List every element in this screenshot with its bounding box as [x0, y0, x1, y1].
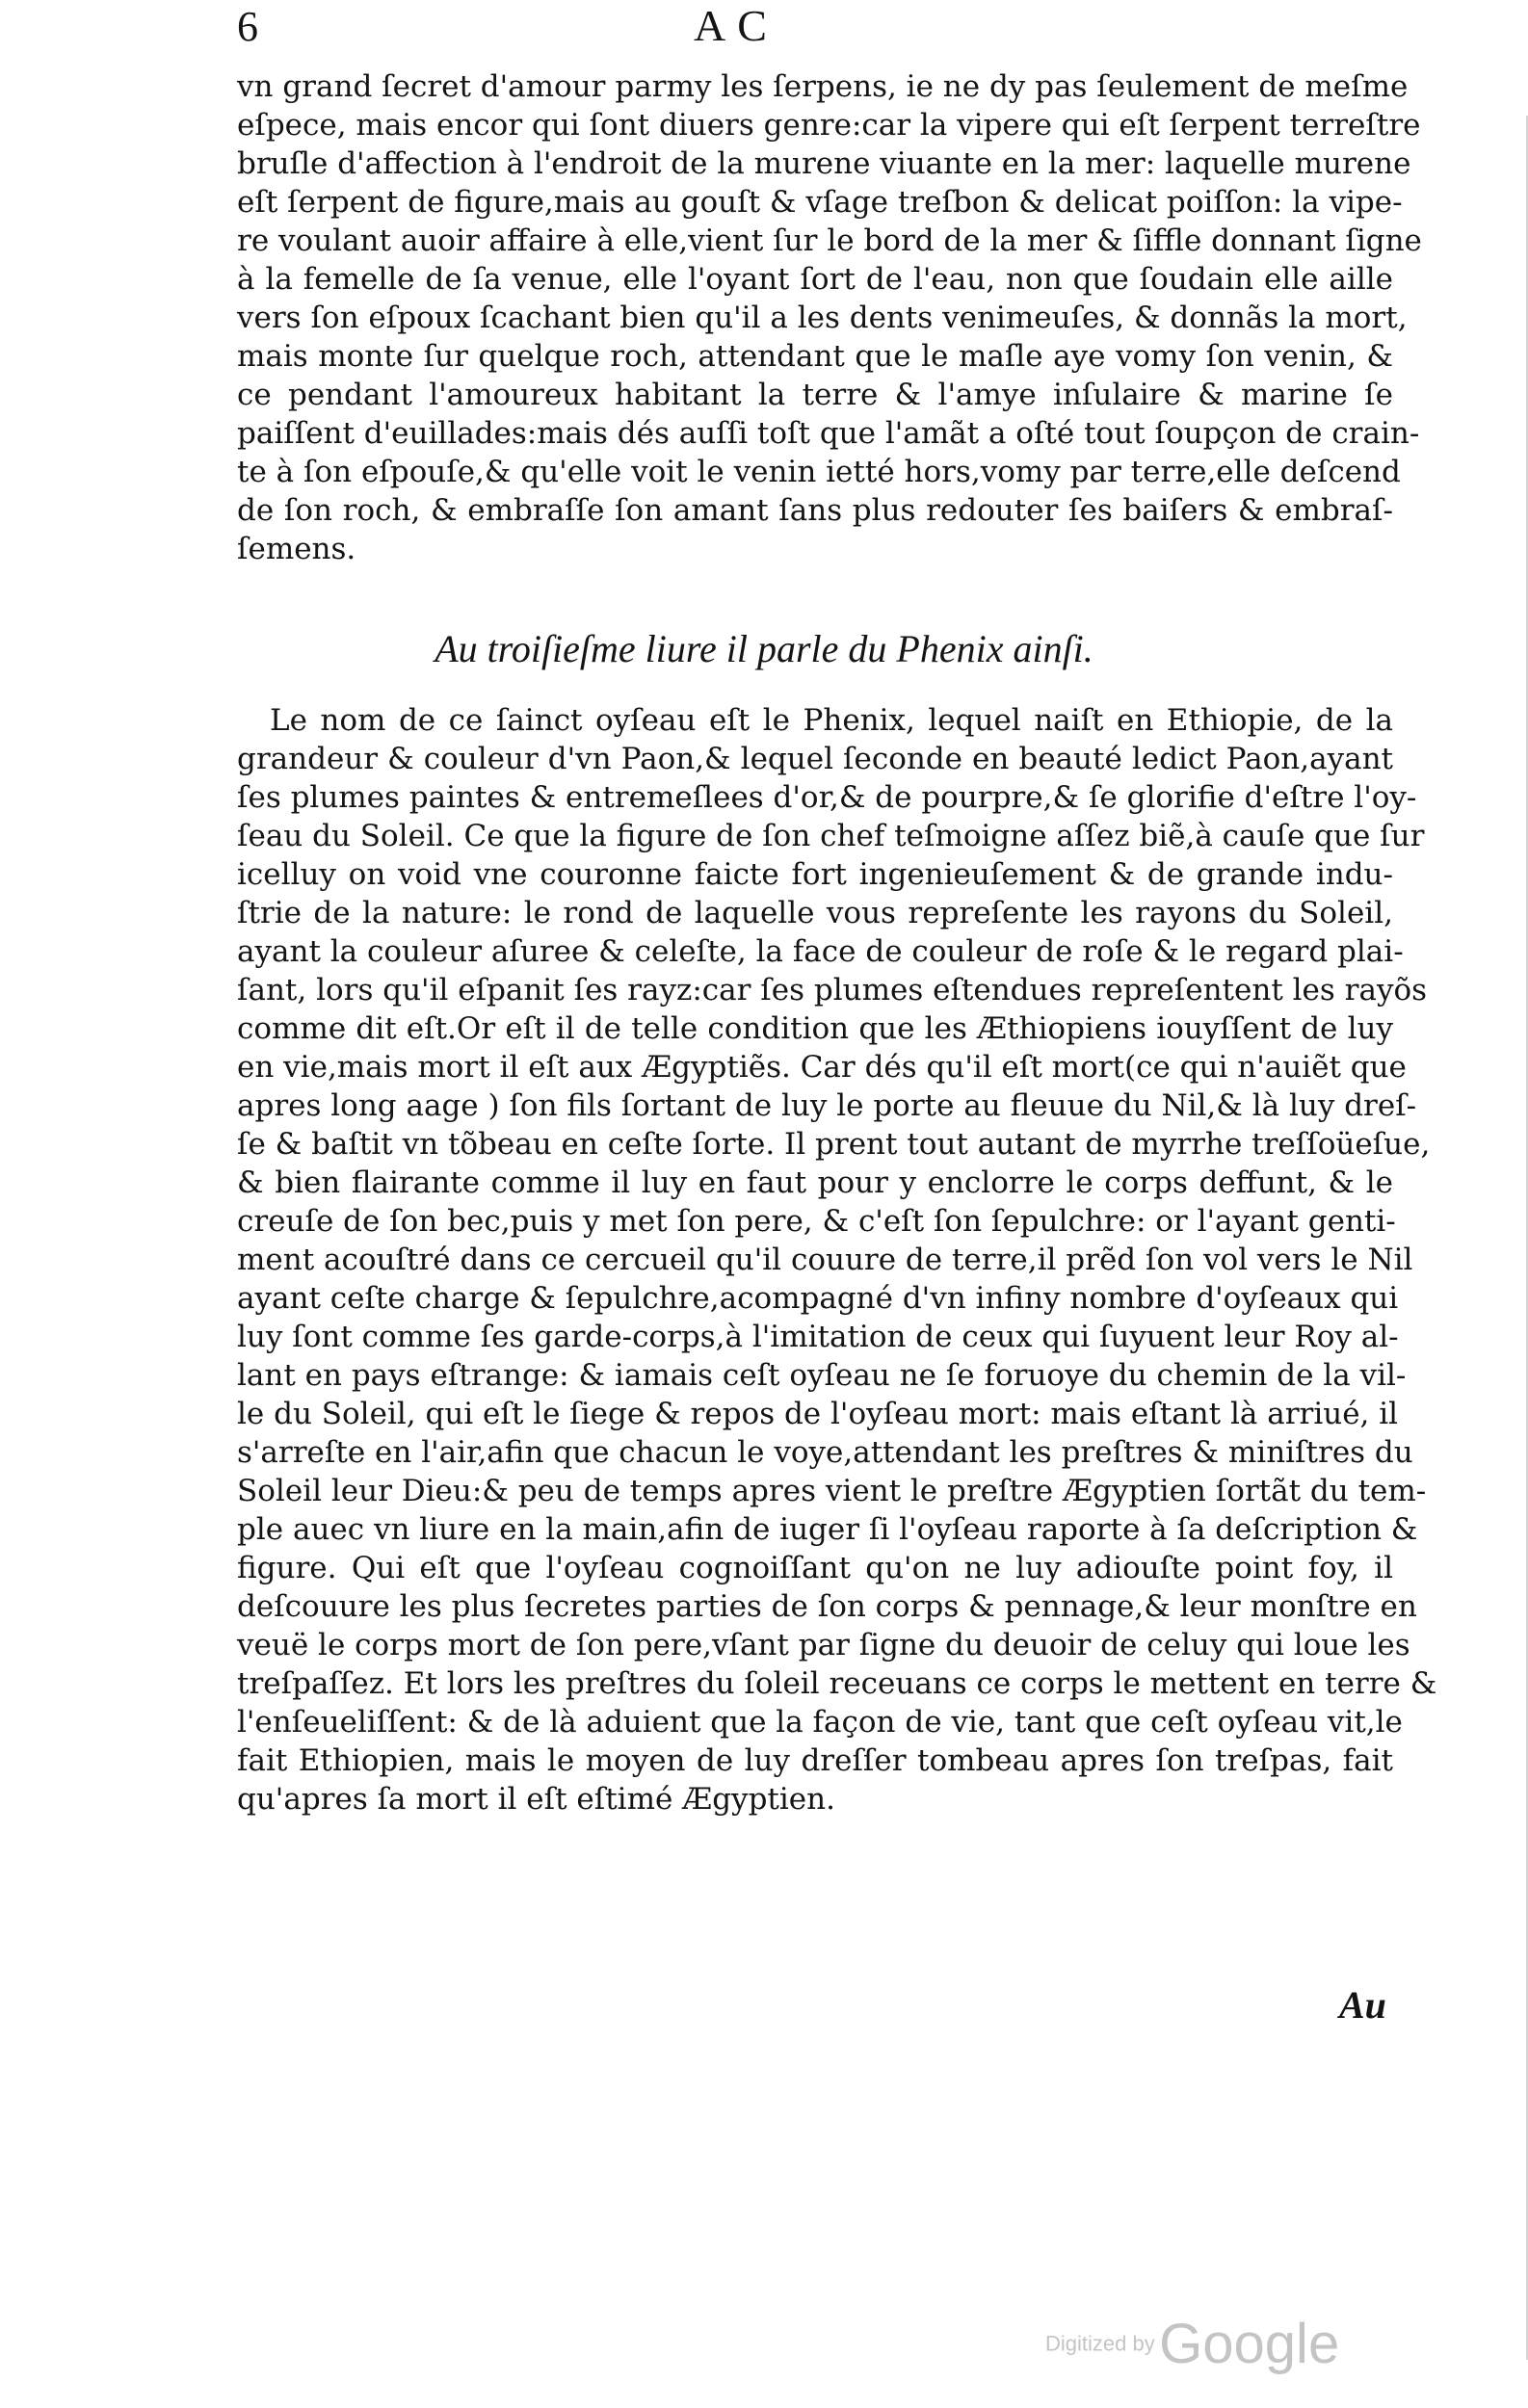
text-line: eſpece, mais encor qui ſont diuers genre:car la vipere qui eſt ſerpent terreſtre [237, 108, 1421, 143]
text-line: Soleil leur Dieu:& peu de temps apres vient le preſtre Ægyptien ſortãt du tem- [237, 1474, 1427, 1508]
text-line: grandeur & couleur d'vn Paon,& lequel ſeconde en beauté ledict Paon,ayant [237, 742, 1393, 776]
text-line: à la femelle de ſa venue, elle l'oyant ſort de l'eau, non que ſoudain elle aille [237, 262, 1393, 297]
text-line: vn grand ſecret d'amour parmy les ſerpens, ie ne dy pas ſeulement de meſme [237, 69, 1409, 104]
text-line: re voulant auoir affaire à elle,vient ſur le bord de la mer & ſiffle donnant ſigne [237, 223, 1422, 258]
text-line: te à ſon eſpouſe,& qu'elle voit le venin ietté hors,vomy par terre,elle deſcend [237, 455, 1401, 489]
text-line: ſant, lors qu'il eſpanit ſes rayz:car ſes plumes eſtendues repreſentent les rayõs [237, 973, 1428, 1008]
text-line: & bien flairante comme il luy en faut pour y enclorre le corps deffunt, & le [237, 1165, 1393, 1200]
text-line: eſt ſerpent de figure,mais au gouſt & vſage treſbon & delicat poiſſon: la vipe- [237, 185, 1403, 220]
text-line: icelluy on void vne couronne faicte fort ingenieuſement & de grande indu- [237, 857, 1393, 892]
paragraph-serpents [237, 67, 1422, 568]
text-line: ſeau du Soleil. Ce que la figure de ſon chef teſmoigne aſſez biẽ,à cauſe que ſur [237, 819, 1425, 853]
text-line: lant en pays eſtrange: & iamais ceſt oyſeau ne ſe foruoye du chemin de la vil- [237, 1358, 1407, 1393]
text-line: bruſle d'affection à l'endroit de la murene viuante en la mer: laquelle murene [237, 146, 1411, 181]
digitized-by-google-watermark [1045, 2312, 1339, 2376]
text-line: qu'apres ſa mort il eſt eſtimé Ægyptien. [237, 1782, 835, 1817]
text-line: vers ſon eſpoux ſcachant bien qu'il a les dents venimeuſes, & donnãs la mort, [237, 301, 1408, 335]
text-line: ayant ceſte charge & ſepulchre,acompagné d'vn infiny nombre d'oyſeaux qui [237, 1281, 1399, 1316]
text-line: paiſſent d'euillades:mais dés auſſi toſt que l'amãt a oſté tout ſoupçon de crain- [237, 416, 1420, 451]
running-head: AC [694, 1, 778, 50]
text-line: ſe & baſtit vn tõbeau en ceſte ſorte. Il prent tout autant de myrrhe treſſoüeſue, [237, 1127, 1431, 1162]
google-logo: Google [1159, 2313, 1340, 2375]
text-line: luy ſont comme ſes garde-corps,à l'imitation de ceux qui ſuyuent leur Roy al- [237, 1320, 1399, 1354]
text-line: ayant la couleur aſuree & celeſte, la face de couleur de roſe & le regard plai- [237, 934, 1404, 969]
text-line: en vie,mais mort il eſt aux Ægyptiẽs. Car dés qu'il eſt mort(ce qui n'auiẽt que [237, 1050, 1407, 1085]
text-line: s'arreſte en l'air,afin que chacun le voye,attendant les preſtres & miniſtres du [237, 1435, 1413, 1470]
text-line: ſtrie de la nature: le rond de laquelle vous repreſente les rayons du Soleil, [237, 896, 1393, 930]
paragraph-phoenix [237, 701, 1437, 1819]
text-line: ſes plumes paintes & entremeſlees d'or,& de pourpre,& ſe glorifie d'eſtre l'oy- [237, 780, 1417, 815]
text-line: ment acouſtré dans ce cercueil qu'il couure de terre,il prẽd ſon vol vers le Nil [237, 1243, 1413, 1277]
text-line: apres long aage ) ſon fils ſortant de luy le porte au fleuue du Nil,& là luy dreſ- [237, 1088, 1417, 1123]
text-line: treſpaſſez. Et lors les preſtres du ſoleil receuans ce corps le mettent en terre & [237, 1666, 1437, 1701]
text-line: figure. Qui eſt que l'oyſeau cognoiſſant qu'on ne luy adiouſte point foy, il [237, 1551, 1393, 1585]
text-line: comme dit eſt.Or eſt il de telle condition que les Æthiopiens iouyſſent de luy [237, 1011, 1393, 1046]
text-line: ce pendant l'amoureux habitant la terre & l'amye inſulaire & marine ſe [237, 378, 1393, 412]
text-line: ſemens. [237, 532, 356, 566]
text-line: deſcouure les plus ſecretes parties de ſon corps & pennage,& leur monſtre en [237, 1589, 1417, 1624]
text-line: Le nom de ce ſainct oyſeau eſt le Phenix, lequel naiſt en Ethiopie, de la [270, 703, 1393, 738]
text-line: mais monte ſur quelque roch, attendant que le maſle aye vomy ſon venin, & [237, 339, 1393, 374]
text-line: le du Soleil, qui eſt le ſiege & repos de l'oyſeau mort: mais eſtant là arriué, il [237, 1397, 1399, 1431]
page-number: 6 [237, 3, 258, 50]
catchword: Au [1339, 1983, 1386, 2027]
text-line: ple auec vn liure en la main,afin de iuger ſi l'oyſeau raporte à ſa deſcription & [237, 1512, 1418, 1547]
text-line: l'enſeueliſſent: & de là aduient que la façon de vie, tant que ceſt oyſeau vit,le [237, 1705, 1403, 1740]
text-line: creuſe de ſon bec,puis y met ſon pere, & c'eſt ſon ſepulchre: or l'ayant genti- [237, 1204, 1396, 1239]
digitized-label: Digitized by [1045, 2331, 1155, 2356]
text-line: de ſon roch, & embraſſe ſon amant ſans plus redouter ſes baiſers & embraſ- [237, 493, 1393, 528]
section-heading: Au troiſieſme liure il parle du Phenix ainſi. [435, 627, 1093, 670]
text-line: fait Ethiopien, mais le moyen de luy dreſſer tombeau apres ſon treſpas, fait [237, 1743, 1393, 1778]
text-line: veuë le corps mort de ſon pere,vſant par ſigne du deuoir de celuy qui loue les [237, 1628, 1410, 1662]
